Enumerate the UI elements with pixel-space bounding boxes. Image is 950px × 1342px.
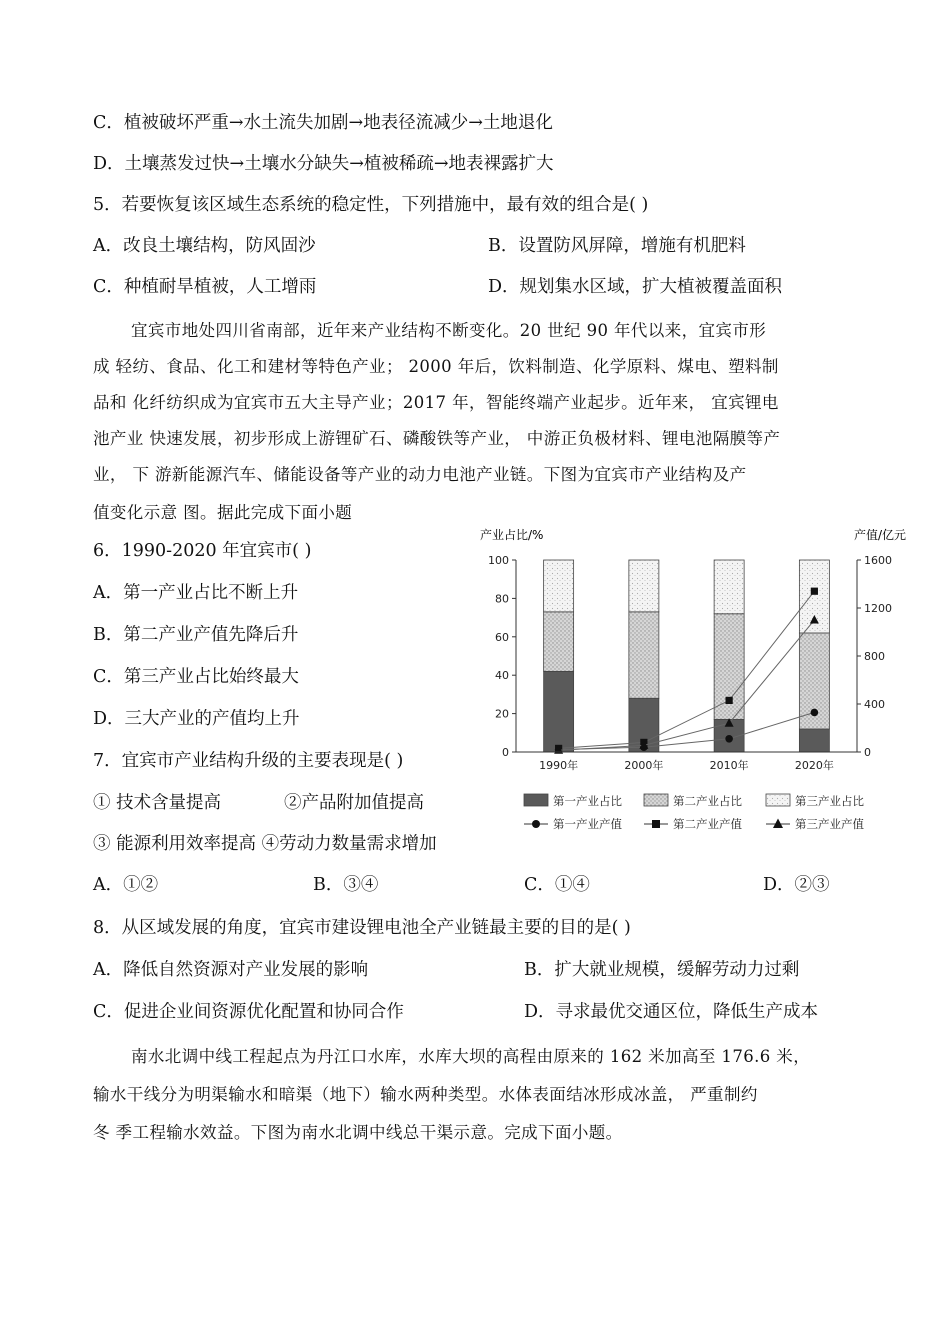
industry-structure-chart <box>476 522 920 842</box>
q5-option-c: C．种植耐旱植被，人工增雨 <box>93 277 317 297</box>
q7-stem: 7．宜宾市产业结构升级的主要表现是( ) <box>93 751 404 771</box>
chart-svg <box>476 522 920 842</box>
series-line <box>559 591 815 748</box>
bar-segment <box>544 671 574 752</box>
legend-label: 第二产业产值 <box>673 817 742 831</box>
data-point-square <box>811 588 818 595</box>
bar-segment <box>629 560 659 612</box>
q7-item-1: ① 技术含量提高 <box>93 793 222 813</box>
data-point-square <box>726 697 733 704</box>
passage1-line3: 品和 化纤纺织成为宜宾市五大主导产业；2017 年，智能终端产业起步。近年来， 宜宾锂电 <box>93 393 779 412</box>
q7-option-c: C．①④ <box>524 875 590 895</box>
bar-segment <box>714 560 744 614</box>
q8-option-b: B．扩大就业规模，缓解劳动力过剩 <box>524 960 800 980</box>
legend-label: 第一产业占比 <box>553 794 622 808</box>
q7-option-d: D．②③ <box>763 875 830 895</box>
legend-swatch <box>644 794 668 806</box>
q6-option-d: D．三大产业的产值均上升 <box>93 709 300 729</box>
q4-option-c: C．植被破坏严重→水土流失加剧→地表径流减少→土地退化 <box>93 113 553 133</box>
x-axis-category-label: 1990年 <box>539 759 579 772</box>
q8-option-c: C．促进企业间资源优化配置和协同合作 <box>93 1002 404 1022</box>
passage2-line3: 冬 季工程输水效益。下图为南水北调中线总干渠示意。完成下面小题。 <box>93 1123 623 1142</box>
right-axis-tick-label: 800 <box>864 650 885 663</box>
data-point-circle <box>811 709 819 717</box>
passage2-line1: 南水北调中线工程起点为丹江口水库，水库大坝的高程由原来的 162 米加高至 176.6 米， <box>131 1047 811 1066</box>
left-axis-tick-label: 80 <box>495 592 509 606</box>
q5-option-b: B．设置防风屏障，增施有机肥料 <box>488 236 746 256</box>
q6-option-b: B．第二产业产值先降后升 <box>93 625 299 645</box>
x-axis-category-label: 2000年 <box>624 759 664 772</box>
q8-option-d: D．寻求最优交通区位，降低生产成本 <box>524 1002 819 1022</box>
q6-stem: 6．1990-2020 年宜宾市( ) <box>93 541 312 561</box>
right-axis-tick-label: 1200 <box>864 602 892 615</box>
legend-marker-circle <box>532 820 540 828</box>
series-line <box>559 712 815 749</box>
q8-stem: 8．从区域发展的角度，宜宾市建设锂电池全产业链最主要的目的是( ) <box>93 918 631 938</box>
bar-segment <box>799 729 829 752</box>
q5-option-a: A．改良土壤结构，防风固沙 <box>93 236 316 256</box>
right-axis-tick-label: 400 <box>864 698 885 711</box>
q5-option-d: D．规划集水区域，扩大植被覆盖面积 <box>488 277 783 297</box>
q7-option-b: B．③④ <box>313 875 379 895</box>
x-axis-category-label: 2020年 <box>794 759 834 772</box>
left-axis-label: 产业占比/% <box>480 528 544 542</box>
data-point-circle <box>725 735 733 743</box>
legend-marker-triangle <box>773 819 783 829</box>
left-axis-tick-label: 40 <box>495 669 509 683</box>
left-axis-tick-label: 100 <box>488 554 509 567</box>
legend-marker-square <box>652 820 660 828</box>
q5-stem: 5．若要恢复该区域生态系统的稳定性，下列措施中，最有效的组合是( ) <box>93 195 649 215</box>
bar-segment <box>629 612 659 698</box>
bar-segment <box>544 612 574 672</box>
right-axis-tick-label: 0 <box>864 746 871 759</box>
legend-swatch <box>766 794 790 806</box>
left-axis-tick-label: 0 <box>502 746 509 759</box>
passage1-line5: 业， 下 游新能源汽车、储能设备等产业的动力电池产业链。下图为宜宾市产业结构及产 <box>93 465 747 484</box>
right-axis-tick-label: 1600 <box>864 554 892 567</box>
left-axis-tick-label: 60 <box>495 630 509 644</box>
legend-label: 第一产业产值 <box>553 817 622 831</box>
q6-option-c: C．第三产业占比始终最大 <box>93 667 299 687</box>
right-axis-label: 产值/亿元 <box>854 528 907 542</box>
passage1-line6: 值变化示意 图。据此完成下面小题 <box>93 503 353 522</box>
q4-option-d: D．土壤蒸发过快→土壤水分缺失→植被稀疏→地表裸露扩大 <box>93 154 554 174</box>
q7-item-3-4: ③ 能源利用效率提高 ④劳动力数量需求增加 <box>93 834 437 854</box>
x-axis-category-label: 2010年 <box>709 759 749 772</box>
legend-label: 第二产业占比 <box>673 794 742 808</box>
q6-option-a: A．第一产业占比不断上升 <box>93 583 299 603</box>
left-axis-tick-label: 20 <box>495 707 509 721</box>
q7-item-2: ②产品附加值提高 <box>284 793 424 813</box>
q8-option-a: A．降低自然资源对产业发展的影响 <box>93 960 369 980</box>
legend-label: 第三产业产值 <box>795 817 864 831</box>
passage1-line1: 宜宾市地处四川省南部，近年来产业结构不断变化。20 世纪 90 年代以来，宜宾市形 <box>131 321 767 340</box>
q7-option-a: A．①② <box>93 875 159 895</box>
bar-segment <box>544 560 574 612</box>
passage1-line4: 池产业 快速发展，初步形成上游锂矿石、磷酸铁等产业， 中游正负极材料、锂电池隔膜等产 <box>93 429 781 448</box>
legend-swatch <box>524 794 548 806</box>
legend-label: 第三产业占比 <box>795 794 864 808</box>
passage1-line2: 成 轻纺、食品、化工和建材等特色产业； 2000 年后，饮料制造、化学原料、煤电、塑料制 <box>93 357 779 376</box>
passage2-line2: 输水干线分为明渠输水和暗渠（地下）输水两种类型。水体表面结冰形成冰盖， 严重制约 <box>93 1085 758 1104</box>
